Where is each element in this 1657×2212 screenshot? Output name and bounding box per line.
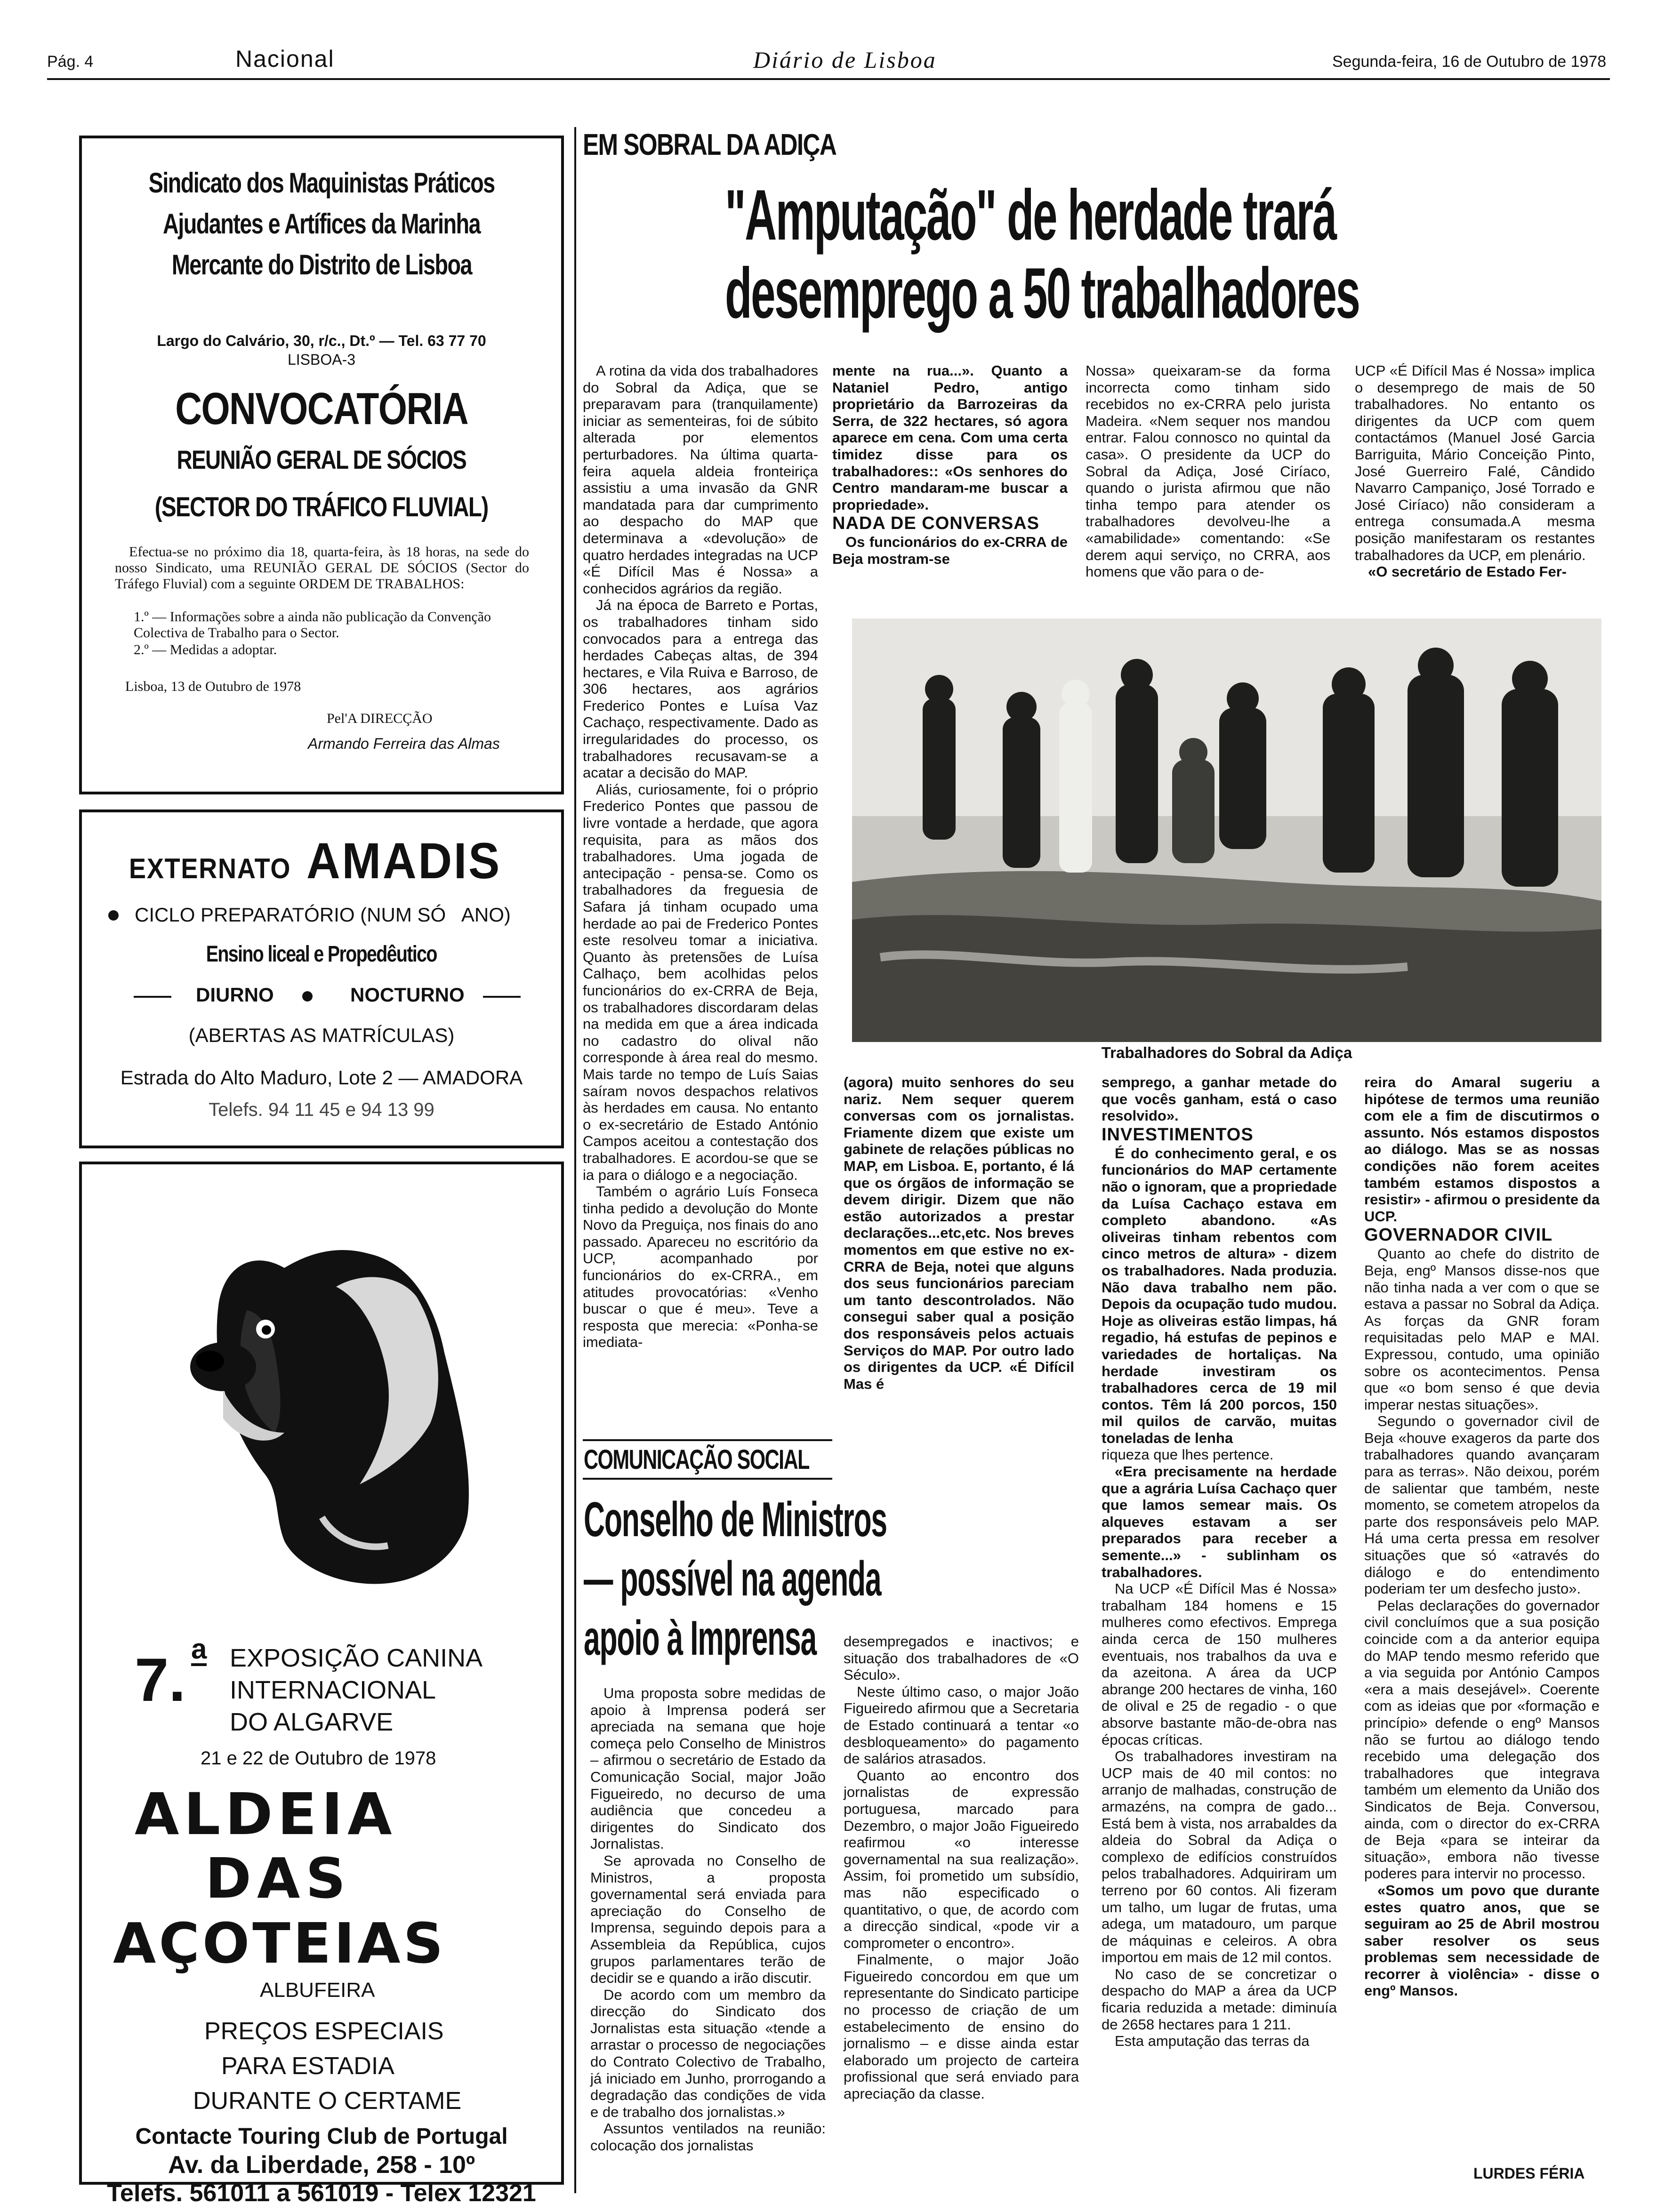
amadis-line-5: Estrada do Alto Maduro, Lote 2 — AMADORA <box>120 1066 523 1089</box>
dog-illustration <box>167 1211 496 1616</box>
amadis-line-1: CICLO PREPARATÓRIO (NUM SÓ ANO) <box>135 904 511 926</box>
article2-column-b <box>844 1633 1079 2102</box>
hotel-logo-3: AÇOTEIAS <box>113 1911 446 1976</box>
article2-kicker-rule <box>583 1478 832 1480</box>
headline-text: — possível na agenda <box>584 1552 881 1606</box>
article2-top-rule <box>583 1439 832 1441</box>
paragraph: Finalmente, o major João Figueiredo concordou em que um representante do Sindicato participe no processo de criação de um estabelecimento de ensino do jornalismo – e disse ainda estar elaborado um projecto de carteira profissional que será enviado para apreciação da classe. <box>844 1951 1079 2102</box>
paragraph: Quanto ao chefe do distrito de Beja, engº Mansos disse-nos que não tinha nada a ver com o que se estava a passar no Sobral da Adiça. As forças da GNR foram requisitadas pelo MAP e MAI. Expressou, contudo, uma opinião sobre os acontecimentos. Pensa que «o bom senso é que devia imperar nestas situações». <box>1364 1245 1600 1413</box>
paragraph: Já na época de Barreto e Portas, os trabalhadores tinham sido convocados para a entrega das herdades Cabeças altas, de 394 hectares, e Vila Ruiva e Barroso, de 306 hectares, aos agrários Frederico Pontes e Luísa Vaz Cachaço, respectivamente. Dado as irregularidades do processo, os trabalhadores recusavam-se a acatar a decisão do MAP. <box>583 597 818 781</box>
contact-1: Contacte Touring Club de Portugal <box>135 2124 508 2149</box>
paragraph: «O secretário de Estado Fer- <box>1368 563 1567 580</box>
amadis-title <box>129 831 518 890</box>
paragraph: Nossa» queixaram-se da forma incorrecta como tinham sido recebidos no ex-CRRA pelo jurista Madeira. «Nem sequer nos mandou entrar. Falou connosco no quintal da casa». O presidente da UCP do Sobral da Adiça, José Ciríaco, quando o jurista afirmou que não tinha tempo para atender os trabalhadores devolveu-lhe a «amabilidade» comentando: «Se derem aqui serviço, no CRRA, aos homens que vão para o de- <box>1086 362 1330 580</box>
sindicato-city: LISBOA-3 <box>287 351 356 368</box>
article1-column-2-top <box>832 362 1068 568</box>
amadis-line-2 <box>82 941 561 967</box>
article1-column-1 <box>583 362 818 1351</box>
ad-canina <box>79 1162 564 2207</box>
paragraph: Quanto ao encontro dos jornalistas de expressão portuguesa, marcado para Dezembro, o major João Figueiredo reafirmou «o interesse governamental na sua realização». Assim, foi prometido um subsídio, mas não especificado o quantitativo, o que, de acordo com a direcção sindical, «pode vir a comprometer o encontro». <box>844 1767 1079 1951</box>
ad-sindicato <box>79 136 564 794</box>
canina-number-text: 7. <box>135 1645 186 1714</box>
paragraph: «Somos um povo que durante estes quatro anos, que se seguiram ao 25 de Abril mostrou saber resolver os seus problemas sem necessidade de recorrer à violência» - disse o engº Mansos. <box>1364 1882 1600 1999</box>
paragraph: desempregados e inactivos; e situação dos trabalhadores de «O Século». <box>844 1633 1079 1683</box>
reuniao-text: REUNIÃO GERAL DE SÓCIOS <box>177 445 467 474</box>
sindicato-address: Largo do Calvário, 30, r/c., Dt.º — Tel. 63 77 70 <box>157 332 486 349</box>
paragraph: Esta amputação das terras da <box>1115 2033 1310 2050</box>
issue-date: Segunda-feira, 16 de Outubro de 1978 <box>1332 53 1607 71</box>
amadis-ensino: Ensino liceal e Propedêutico <box>206 942 437 967</box>
paragraph: UCP «É Difícil Mas é Nossa» implica o desemprego de mais de 50 trabalhadores. No entanto os dirigentes da UCP com quem contactámos (Manuel José Garcia Barriguita, Mário Conceição Pinto, José Guerreiro Falé, Cândido Navarro Campaniço, José Torrado e José Ciríaco) não consideram a entrega consumada.A mesma posição manifestaram os restantes trabalhadores da UCP, em plenário. <box>1355 362 1595 563</box>
paragraph: É do conhecimento geral, e os funcionários do MAP certamente não o ignoram, que a propriedade da Luísa Cachaço estava em completo abandono. «As oliveiras tinham rebentos com cinco metros de altura» - dizem os trabalhadores. Nada produzia. Não dava trabalho nem pão. Depois da ocupação tudo mudou. Hoje as oliveiras estão limpas, há regadio, há estufas de pepinos e variedades de hortaliças. Na herdade investiram os trabalhadores cerca de 19 mil contos. Têm lá 200 porcos, 150 mil quilos de carvão, muitas toneladas de lenha <box>1102 1145 1337 1446</box>
paragraph: mente na rua...». Quanto a Nataniel Pedro, antigo proprietário da Barrozeiras da Serra, de 322 hectares, só agora aparece em cena. Com uma certa timidez disse para os trabalhadores:: «Os senhores do Centro mandaram-me buscar a propriedade». <box>832 362 1068 513</box>
promo-2: PARA ESTADIA <box>221 2052 394 2080</box>
paragraph: (agora) muito senhores do seu nariz. Nem sequer querem conversas com os jornalistas. Friamente dizem que existe um gabinete de relações públicas no MAP, em Lisboa. E, portanto, é lá que os órgãos de informação se devem dirigir. Dizem que não estão autorizados a prestar declarações...etc,etc. Nos breves momentos em que estive no ex-CRRA de Beja, notei que alguns dos seus funcionários pareciam um tanto descontrolados. Não consegui saber qual a posição dos responsáveis pelos actuais Serviços do MAP. Por outro lado os dirigentes da UCP. «É Difícil Mas é <box>844 1074 1074 1392</box>
paragraph: No caso de se concretizar o despacho do MAP a área da UCP ficaria reduzida a metade: diminuía de 2658 hectares para 1 211. <box>1102 1965 1337 2033</box>
paragraph: Uma proposta sobre medidas de apoio à Imprensa poderá ser apreciada na semana que hoje começa pelo Conselho de Ministros – afirmou o secretário de Estado da Comunicação Social, major João Figueiredo, no decurso de uma audiência que concedeu a dirigentes do Sindicato dos Jornalistas. <box>590 1685 826 1852</box>
subheading-conversas: NADA DE CONVERSAS <box>832 513 1039 534</box>
article2-headline-1 <box>584 1492 1089 1548</box>
sindicato-sign-1: Pel'A DIRECÇÃO <box>327 711 433 726</box>
byline: LURDES FÉRIA <box>1473 2165 1585 2182</box>
section-title: Nacional <box>235 46 335 72</box>
article1-column-3-top <box>1086 362 1330 580</box>
kicker-text: COMUNICAÇÃO SOCIAL <box>584 1444 809 1475</box>
article1-kicker <box>583 127 900 162</box>
paragraph: Segundo o governador civil de Beja «houve exageros da parte dos trabalhadores quando avançaram para as terras». Não deixou, porém de salientar que também, neste momento, se cometem atropelos da parte dos responsáveis pelo MAP. Há uma certa pressa em resolver situações que só «através do diálogo e do entendimento poderiam ter um desfecho justo». <box>1364 1413 1600 1597</box>
photo-caption: Trabalhadores do Sobral da Adiça <box>1101 1044 1352 1061</box>
headline-text: desemprego a 50 trabalhadores <box>725 253 1359 333</box>
canina-number <box>135 1644 185 1715</box>
article2-headline-2 <box>584 1551 1079 1607</box>
amadis-bullet-icon <box>302 991 313 1002</box>
amadis-nocturno: NOCTURNO <box>350 984 465 1006</box>
article1-headline-1 <box>725 174 1657 256</box>
sindicato-title-line: Mercante do Distrito de Lisboa <box>171 249 472 281</box>
paragraph: reira do Amaral sugeriu a hipótese de termos uma reunião com ele a fim de discutirmos o assunto. Nós estamos dispostos ao diálogo. Mas se as nossas condições não forem aceites também estamos dispostos a resistir» - afirmou o presidente da UCP. <box>1364 1074 1600 1225</box>
masthead: Diário de Lisboa <box>753 47 937 73</box>
headline-text: apoio à Imprensa <box>584 1611 817 1666</box>
ad-amadis <box>79 809 564 1148</box>
canina-title-3: DO ALGARVE <box>230 1708 394 1736</box>
agenda-item-2: 2.º — Medidas a adoptar. <box>134 642 277 657</box>
paragraph: Também o agrário Luís Fonseca tinha pedido a devolução do Monte Novo da Preguiça, nos finais do ano passado. Apareceu no escritório da UCP, acompanhado por funcionários do ex-CRRA., em atitudes provocatórias: «Venho buscar o que é meu». Teve a resposta que merecia: «Ponha-se imediata- <box>583 1183 818 1351</box>
canina-ordinal: a <box>191 1635 207 1666</box>
sindicato-title <box>82 167 561 281</box>
article1-column-3-bottom <box>1102 1074 1337 2050</box>
amadis-dash-right <box>483 996 521 998</box>
paragraph: A rotina da vida dos trabalhadores do Sobral da Adiça, que se preparavam para (tranquilamente) iniciar as sementeiras, foi de súbito alterada por elementos perturbadores. Na última quarta-feira aquela aldeia fronteiriça assistiu a uma invasão da GNR mandatada para dar cumprimento ao despacho do MAP que determinava a «devolução» de quatro herdades integradas na UCP «É Difícil Mas é Nossa» a conhecidos agrários da região. <box>583 362 818 597</box>
convocatoria-text: CONVOCATÓRIA <box>175 384 468 434</box>
kicker-text: EM SOBRAL DA ADIÇA <box>583 128 837 161</box>
paragraph: Aliás, curiosamente, foi o próprio Frederico Pontes que passou de livre vontade a herdade, que agora requisita, para as mãos dos trabalhadores. Uma jogada de antecipação - pensa-se. Como os trabalhadores da freguesia de Safara já tinham ocupado uma herdade ao pai de Frederico Pontes este resolveu tomar a iniciativa. Quanto às pretensões de Luísa Calhaço, bem acolhidas pelos funcionários do ex-CRRA de Beja, os trabalhadores discordaram delas na medida em que a área indicada no cadastro do olival não corresponde à área real do mesmo. Mais tarde no tempo de Luís Saias saíram novos despachos relativos às herdades em causa. No entanto o ex-secretário de Estado António Campos aceitou a contestação dos trabalhadores. E acordou-se que se ia para o diálogo e a negociação. <box>583 781 818 1183</box>
contact-3: Telefs. 561011 a 561019 - Telex 12321 <box>107 2180 536 2207</box>
paragraph: «Era precisamente na herdade que a agrária Luísa Cachaço quer que lamos semear mais. Os alqueves estavam a ser preparados para receber a semente...» - sublinham os trabalhadores. <box>1102 1463 1337 1580</box>
headline-text: Conselho de Ministros <box>584 1492 887 1547</box>
agenda-item-1: 1.º — Informações sobre a ainda não publicação da Convenção Colectiva de Trabalho para o Sector. <box>134 609 491 641</box>
paragraph: Neste último caso, o major João Figueiredo afirmou que a Secretaria de Estado continuará a tentar «o desbloqueamento» do pagamento de salários atrasados. <box>844 1683 1079 1767</box>
amadis-bullet-icon <box>108 910 119 921</box>
subheading-investimentos: INVESTIMENTOS <box>1102 1124 1254 1145</box>
article2-kicker <box>584 1444 888 1475</box>
paragraph: De acordo com um membro da direcção do Sindicato dos Jornalistas esta situação «tende a arrastar o processo de negociações do Contrato Colectivo de Trabalho, já iniciado em Junho, prorrogando a degradação das condições de vida e de trabalho dos jornalistas.» <box>590 1986 826 2120</box>
paragraph: riqueza que lhes pertence. <box>1102 1446 1274 1463</box>
paragraph: Os trabalhadores investiram na UCP mais de 40 mil contos: no arranjo de malhadas, construção de armazéns, na compra de gado... Está bem à vista, nos arrabaldes da aldeia do Sobral da Adiça o complexo de edifícios construídos pelos trabalhadores. Adquiriram um terreno por 60 contos. Ali fizeram um talho, um lugar de frutas, uma adega, um matadouro, um parque de máquinas e celeiros. A obra importou em mais de 12 mil contos. <box>1102 1748 1337 1966</box>
amadis-line-6: Telefs. 94 11 45 e 94 13 99 <box>209 1099 434 1120</box>
canina-title-2: INTERNACIONAL <box>230 1676 436 1704</box>
hotel-town: ALBUFEIRA <box>260 1979 375 2002</box>
paragraph: Assuntos ventilados na reunião: colocação dos jornalistas <box>590 2120 826 2154</box>
article1-headline-2 <box>725 252 1657 335</box>
promo-1: PREÇOS ESPECIAIS <box>204 2018 444 2045</box>
promo-3: DURANTE O CERTAME <box>193 2087 462 2115</box>
article1-column-2-bottom <box>844 1074 1074 1392</box>
sector-text: (SECTOR DO TRÁFICO FLUVIAL) <box>155 492 488 522</box>
article1-photo <box>852 618 1601 1042</box>
sector-heading <box>82 491 561 523</box>
amadis-line-4: (ABERTAS AS MATRÍCULAS) <box>188 1024 455 1046</box>
contact-2: Av. da Liberdade, 258 - 10º <box>168 2151 475 2179</box>
article1-column-4-bottom <box>1364 1074 1600 1999</box>
headline-text: "Amputação" de herdade trará <box>725 175 1336 255</box>
sindicato-date: Lisboa, 13 de Outubro de 1978 <box>125 679 301 694</box>
paragraph: Pelas declarações do governador civil concluímos que a sua posição coincide com a da anterior equipa do MAP tendo mesmo referido que a via seguida por António Campos «era a mais desejável». Coerente com as ideias que por «formação e princípio» defende o engº Mansos não se furtou ao diálogo tendo recebido uma delegação dos trabalhadores que integrava também um elemento da União dos Sindicatos de Beja. Conversou, ainda, com o director do ex-CRRA de Beja «para se inteirar da situação», embora não tivesse poderes para intervir no processo. <box>1364 1597 1600 1882</box>
paragraph: Os funcionários do ex-CRRA de Beja mostram-se <box>832 534 1068 567</box>
article2-column-a <box>590 1685 826 2154</box>
canina-title-1: EXPOSIÇÃO CANINA <box>230 1644 483 1672</box>
paragraph: Se aprovada no Conselho de Ministros, a proposta governamental será enviada para apreciação do Conselho de Imprensa, seguindo depois para a Assembleia da República, cujos grupos parlamentares terão de decidir se e quando a irão discutir. <box>590 1852 826 1987</box>
sindicato-body: Efectua-se no próximo dia 18, quarta-feira, às 18 horas, na sede do nosso Sindicato, uma REUNIÃO GERAL DE SÓCIOS (Sector do Tráfego Fluvial) com a seguinte ORDEM DE TRABALHOS: <box>115 544 529 592</box>
hotel-logo-1: ALDEIA <box>135 1781 397 1848</box>
reuniao-heading <box>82 444 561 475</box>
paragraph: Na UCP «É Difícil Mas é Nossa» trabalham 184 homens e 15 mulheres como efectivos. Emprega ainda cerca de 150 mulheres eventuais, nos trabalhos da uva e da azeitona. A área da UCP abrange 200 hectares de vinha, 160 de olival e 25 de regadio - o que absorve bastante mão-de-obra nas épocas críticas. <box>1102 1580 1337 1748</box>
canina-dates: 21 e 22 de Outubro de 1978 <box>201 1748 436 1769</box>
article1-column-4-top <box>1355 362 1595 580</box>
sindicato-title-line: Sindicato dos Maquinistas Práticos <box>148 167 495 199</box>
page-number: Pág. 4 <box>47 53 94 71</box>
header-rule <box>47 78 1610 80</box>
paragraph: semprego, a ganhar metade do que vocês ganham, está o caso resolvido». <box>1102 1074 1337 1124</box>
sindicato-sign-2: Armando Ferreira das Almas <box>308 735 500 752</box>
amadis-dash-left <box>134 996 171 998</box>
amadis-prefix: EXTERNATO <box>129 853 291 884</box>
sindicato-title-line: Ajudantes e Artífices da Marinha <box>163 208 480 240</box>
column-separator <box>574 127 576 2193</box>
subheading-governador: GOVERNADOR CIVIL <box>1364 1225 1553 1245</box>
hotel-logo-2: DAS <box>205 1846 352 1911</box>
amadis-diurno: DIURNO <box>196 984 274 1006</box>
convocatoria-heading <box>82 383 561 435</box>
amadis-name: AMADIS <box>306 832 501 889</box>
